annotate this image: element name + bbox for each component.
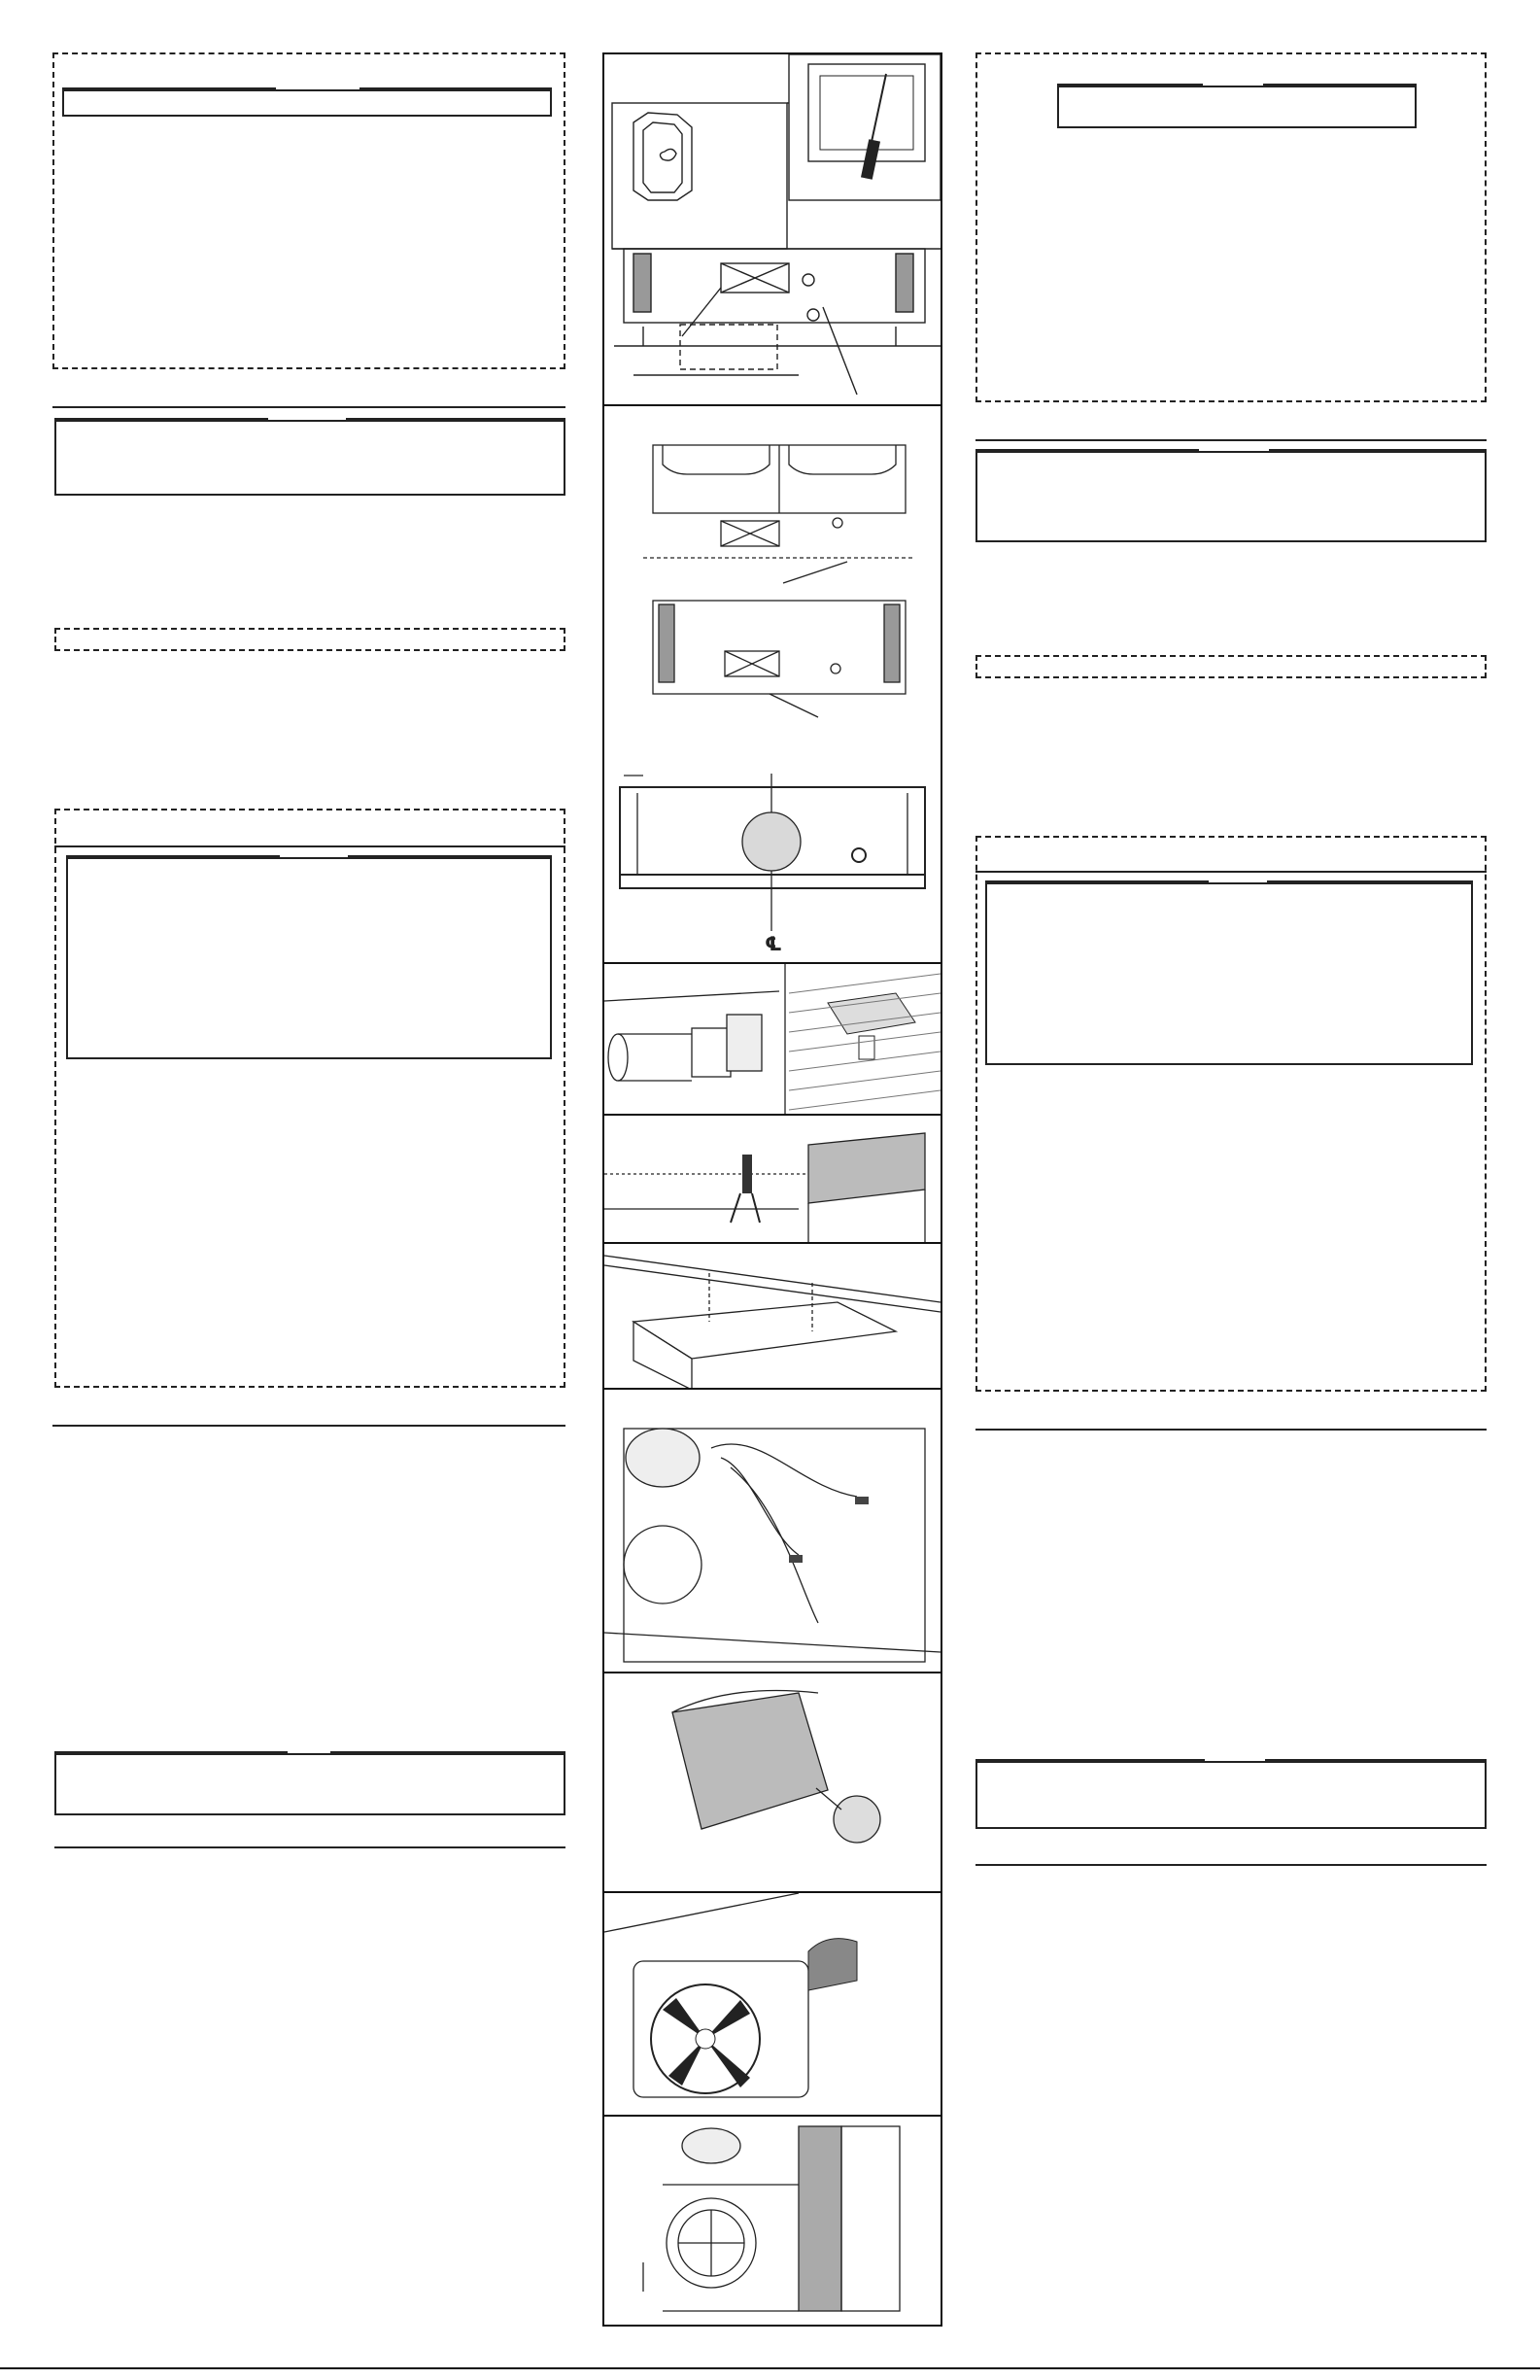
header-bar-left [54,418,268,420]
right-warning-header-box-1 [1057,86,1417,128]
centerline-label: ℄ [765,932,782,955]
header-bar-right [1263,84,1417,86]
right-note-box-2 [975,1761,1487,1829]
header-bar-left [62,87,276,89]
section-rule [52,1425,565,1427]
left-note-box-1 [54,420,565,496]
section-rule [975,871,1487,873]
damper-icon [808,1939,857,1990]
figure-cutout-template [604,406,941,964]
figure-drilling [604,1116,941,1244]
left-warning-header-box-2 [66,857,552,1059]
figure-cabinet-mounting [604,54,941,406]
section-rule [975,1429,1487,1431]
header-bar-left [975,1759,1205,1761]
roof-cap-icon [789,974,941,1110]
right-warning-header-box-2 [985,882,1473,1065]
header-bar-right [1269,449,1487,451]
section-rule [54,1846,565,1848]
header-bar-left [1057,84,1203,86]
right-note-box-1 [975,451,1487,542]
figure-hood-attach [604,1244,941,1390]
figure-filter [604,1673,941,1893]
left-note-box-2 [54,1753,565,1815]
figure-ducting-caps [604,964,941,1116]
right-dashed-strip [975,655,1487,678]
section-rule [975,1864,1487,1866]
header-bar-right [330,1751,565,1753]
section-rule [975,439,1487,441]
header-bar-right [1267,880,1473,882]
page-bottom-rule [0,2367,1540,2369]
header-bar-left [54,1751,288,1753]
left-warning-header-box-1 [62,89,552,117]
header-bar-right [348,855,552,857]
header-bar-right [346,418,565,420]
figure-blower [604,1893,941,2117]
figure-motor-assembly [604,2117,941,2325]
wire-connector-icon [789,1497,869,1563]
figure-column [602,52,942,2327]
header-bar-left [985,880,1209,882]
section-rule [52,406,565,408]
figure-wiring [604,1390,941,1673]
header-bar-left [66,855,280,857]
left-dashed-strip [54,628,565,651]
section-rule [54,845,565,847]
screwdriver-icon [789,54,941,200]
fan-blade-icon [651,1984,760,2093]
header-bar-right [1265,1759,1487,1761]
drill-icon [731,1155,760,1223]
header-bar-left [975,449,1199,451]
wall-cap-icon [727,1015,762,1071]
header-bar-right [359,87,552,89]
